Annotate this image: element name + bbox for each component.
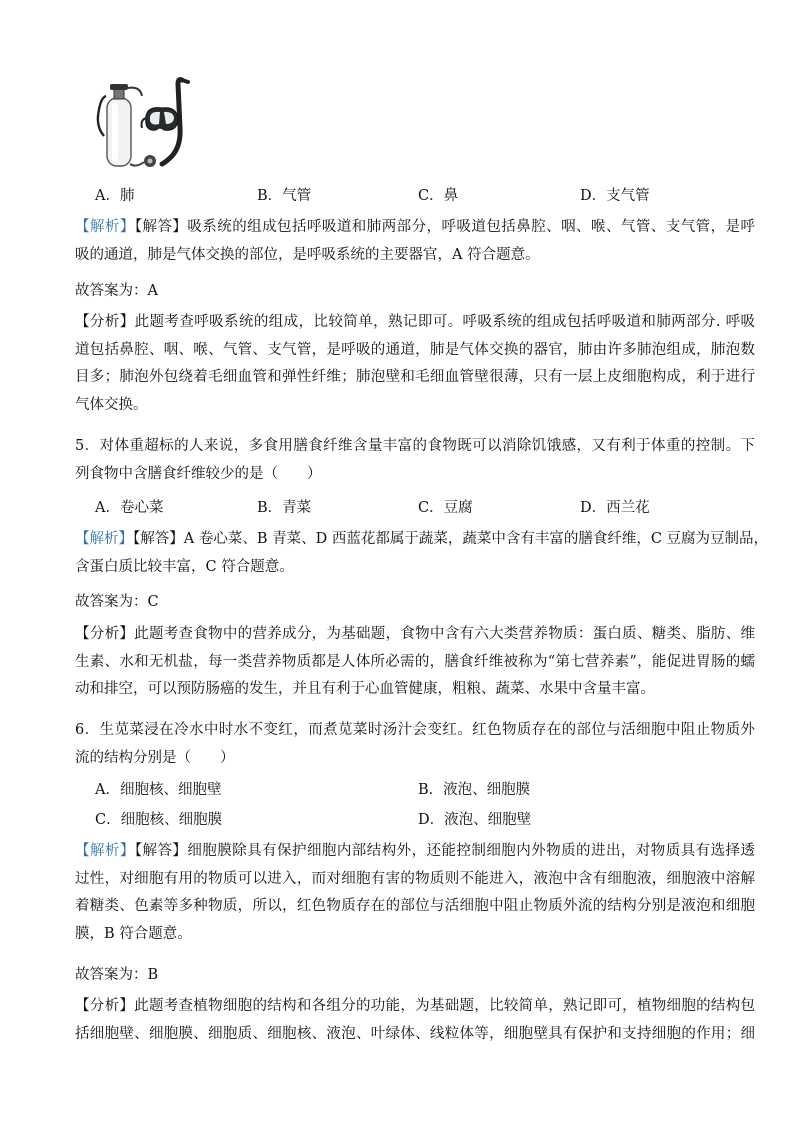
analysis-line: 【解答】A 卷心菜、B 青菜、D 西蓝花都属于蔬菜，蔬菜中含有丰富的膳食纤维，C 豆腐为豆制品， [133,531,769,547]
q6-stem [75,717,755,772]
q6-fenxi [75,993,755,1048]
q6-option-b: B．液泡、细胞膜 [418,782,531,798]
q6-option-d: D．液泡、细胞壁 [418,812,532,828]
analysis-tag: 【解析】 [75,843,135,859]
analysis-line: 吸的通道，肺是气体交换的部位，是呼吸系统的主要器官，A 符合题意。 [75,246,540,263]
analysis-tag: 【解析】 [75,219,135,235]
fenxi-line: 【分析】此题考查植物细胞的结构和各组分的功能，为基础题，比较简单，熟记即可，植物细胞的结构包 [75,998,755,1014]
q4-fenxi [75,309,755,419]
q5-option-b: B．青菜 [257,500,312,516]
stem-line: 5．对体重超标的人来说，多食用膳食纤维含量丰富的食物既可以消除饥饿感，又有利于体重的控制。下 [75,438,755,454]
q5-option-d: D．西兰花 [580,500,650,516]
scuba-gear-icon [92,76,202,176]
q4-option-d: D．支气管 [580,188,650,204]
q5-fenxi [75,621,755,704]
q6-analysis [75,838,755,948]
fenxi-line: 生素、水和无机盐，每一类营养物质都是人体所必需的，膳食纤维被称为“第七营养素”，能促进胃肠的蠕 [75,653,755,670]
q4-option-b: B．气管 [257,188,312,204]
analysis-line: 着糖类、色素等多种物质，所以，红色物质存在的部位与活细胞中阻止物质外流的结构分别是液泡和细胞 [75,898,755,914]
analysis-line: 含蛋白质比较丰富，C 符合题意。 [75,558,294,575]
analysis-line: 膜，B 符合题意。 [75,925,192,942]
q6-option-c: C．细胞核、细胞膜 [95,812,223,828]
q4-option-a: A．肺 [95,188,135,204]
stem-line: 列食物中含膳食纤维较少的是（ ） [75,465,322,482]
fenxi-line: 道包括鼻腔、咽、喉、气管、支气管，是呼吸的通道，肺是气体交换的器官，肺由许多肺泡组成，肺泡数 [75,341,755,358]
fenxi-line: 目多；肺泡外包绕着毛细血管和弹性纤维；肺泡壁和毛细血管壁很薄，只有一层上皮细胞构成，利于进行 [75,369,755,385]
q4-answer: 故答案为：A [75,283,158,299]
q5-option-a: A．卷心菜 [95,500,164,516]
analysis-line: 【解答】吸系统的组成包括呼吸道和肺两部分，呼吸道包括鼻腔、咽、喉、气管、支气管，是呼 [134,219,756,235]
fenxi-line: 【分析】此题考查呼吸系统的组成，比较简单，熟记即可。呼吸系统的组成包括呼吸道和肺两部分. 呼吸 [75,314,755,330]
q5-option-c: C．豆腐 [418,500,473,516]
q5-stem [75,433,755,488]
q4-analysis [75,214,755,269]
stem-line: 6．生苋菜浸在冷水中时水不变红，而煮苋菜时汤汁会变红。红色物质存在的部位与活细胞中阻止物质外 [75,722,755,738]
q5-answer: 故答案为：C [75,594,159,610]
fenxi-line: 括细胞壁、细胞膜、细胞质、细胞核、液泡、叶绿体、线粒体等，细胞壁具有保护和支持细胞的作用；细 [75,1025,755,1042]
q6-option-a: A．细胞核、细胞壁 [95,782,222,798]
q5-analysis [75,526,769,581]
fenxi-line: 动和排空，可以预防肠癌的发生，并且有利于心血管健康，粗粮、蔬菜、水果中含量丰富。 [75,681,655,697]
q4-option-c: C．鼻 [418,188,459,204]
fenxi-line: 气体交换。 [75,396,148,413]
stem-line: 流的结构分别是（ ） [75,749,235,766]
analysis-tag: 【解析】 [75,531,133,547]
q6-answer: 故答案为：B [75,967,159,983]
analysis-line: 过性，对细胞有用的物质可以进入，而对细胞有害的物质则不能进入，液泡中含有细胞液，细胞液中溶解 [75,870,755,887]
analysis-line: 【解答】细胞膜除具有保护细胞内部结构外，还能控制细胞内外物质的进出，对物质具有选择透 [134,843,756,859]
fenxi-line: 【分析】此题考查食物中的营养成分，为基础题，食物中含有六大类营养物质：蛋白质、糖类、脂肪、维 [75,626,755,642]
